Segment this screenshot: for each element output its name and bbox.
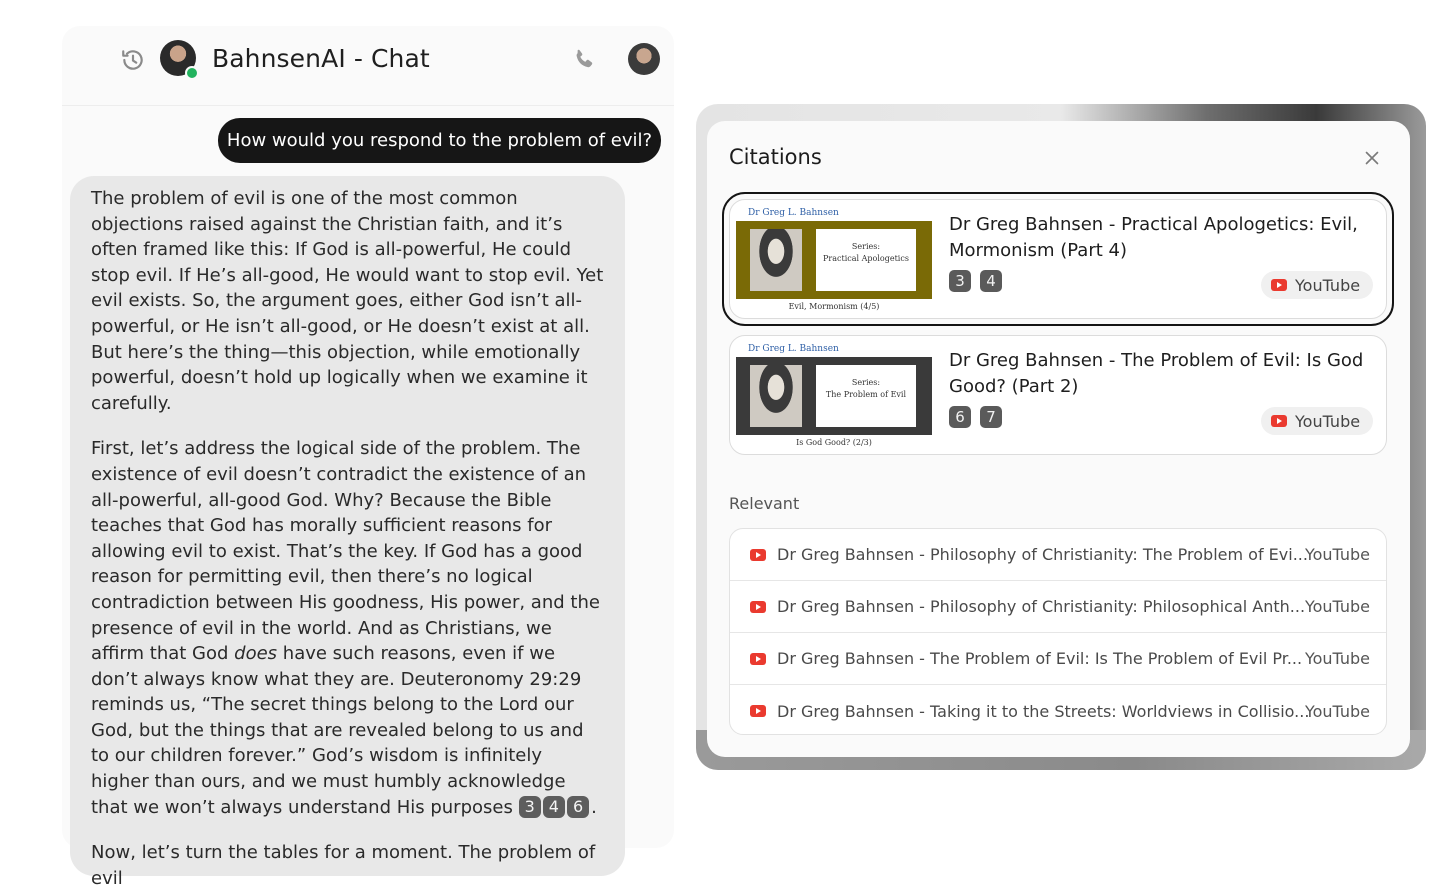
source-card[interactable] — [729, 335, 1387, 455]
source-title: Dr Greg Bahnsen - Practical Apologetics: Evil, Mormonism (Part 4) — [949, 214, 1358, 261]
reference-chip[interactable]: 4 — [980, 270, 1002, 292]
reference-chips — [949, 406, 1002, 428]
reference-chips — [949, 270, 1002, 292]
youtube-link-button[interactable] — [1261, 407, 1373, 435]
chat-title: BahnsenAI - Chat — [212, 44, 430, 73]
reference-chip[interactable]: 6 — [949, 406, 971, 428]
relevant-item[interactable] — [730, 529, 1386, 581]
citation-chip[interactable]: 4 — [543, 796, 565, 818]
youtube-icon — [1271, 415, 1287, 427]
youtube-icon — [1271, 279, 1287, 291]
thumbnail-series-label: Series: — [851, 242, 881, 251]
relevant-item[interactable] — [730, 685, 1386, 737]
user-message-bubble: How would you respond to the problem of evil? — [218, 118, 661, 163]
user-avatar[interactable] — [628, 43, 660, 75]
response-text: have such reasons, even if we don’t always know what they are. Deuteronomy 29:29 reminds us, “The secret things belong to the Lord our God, but the things that are revealed belong to us and to our children forever.” God’s wisdom is infinitely higher than ours, and we must humbly acknowledge that we won’t always understand His purposes — [91, 643, 584, 818]
thumbnail-band — [736, 221, 932, 299]
relevant-item-source: YouTube — [1304, 545, 1370, 564]
history-icon[interactable] — [120, 47, 146, 73]
response-emphasis: does — [234, 643, 278, 665]
youtube-link-button[interactable] — [1261, 271, 1373, 299]
relevant-item-source: YouTube — [1304, 597, 1370, 616]
chat-header — [62, 26, 674, 106]
close-icon[interactable] — [1361, 147, 1383, 169]
source-platform-label: YouTube — [1295, 275, 1361, 295]
source-title: Dr Greg Bahnsen - The Problem of Evil: Is God Good? (Part 2) — [949, 350, 1364, 397]
response-text: . — [591, 796, 597, 818]
thumbnail-author: Dr Greg L. Bahnsen — [748, 208, 839, 218]
youtube-icon — [750, 549, 766, 561]
response-paragraph-2 — [91, 436, 605, 820]
response-text: First, let’s address the logical side of the problem. The existence of evil doesn’t contradict the existence of an all-powerful, all-good God. Why? Because the Bible teaches that God has morally sufficient reasons for allowing evil to exist. That’s the key. If God has a good reason for permitting evil, then there’s no logical contradiction between His goodness, His power, and the presence of evil in the world. And as Christians, we affirm that God — [91, 438, 600, 665]
source-platform-label: YouTube — [1295, 411, 1361, 431]
source-card[interactable] — [729, 199, 1387, 319]
thumbnail-series-name: Practical Apologetics — [823, 254, 909, 263]
youtube-icon — [750, 601, 766, 613]
relevant-item-source: YouTube — [1304, 701, 1370, 721]
relevant-item-title: Dr Greg Bahnsen - Philosophy of Christianity: Philosophical Anth... — [777, 597, 1306, 616]
reference-chip[interactable]: 3 — [949, 270, 971, 292]
modal-title: Citations — [729, 145, 822, 169]
thumbnail-portrait — [750, 229, 802, 291]
relevant-item-source: YouTube — [1304, 649, 1370, 668]
youtube-icon — [750, 705, 766, 717]
thumbnail-series-name: The Problem of Evil — [825, 390, 907, 399]
online-status-dot — [185, 66, 199, 80]
thumbnail-caption: Evil, Mormonism (4/5) — [788, 302, 880, 311]
response-paragraph-1: The problem of evil is one of the most common objections raised against the Christian faith, and it’s often framed like this: If God is all-powerful, He could stop evil. If He’s all-good, He would want to stop evil. Yet evil exists. So, the argument goes, either God isn’t all-powerful, or He isn’t all-good, or He doesn’t exist at all. But here’s the thing—this objection, while emotionally powerful, doesn’t hold up logically when we examine it carefully. — [91, 188, 604, 414]
relevant-item[interactable] — [730, 633, 1386, 685]
thumbnail-portrait — [750, 365, 802, 427]
bot-avatar — [160, 40, 198, 78]
relevant-list — [729, 528, 1387, 735]
citation-chip[interactable]: 3 — [519, 796, 541, 818]
thumbnail-author: Dr Greg L. Bahnsen — [748, 344, 839, 354]
response-paragraph-3: Now, let’s turn the tables for a moment. The problem of evil — [91, 842, 596, 889]
relevant-item-title: Dr Greg Bahnsen - Philosophy of Christianity: The Problem of Evi... — [777, 545, 1308, 564]
youtube-icon — [750, 653, 766, 665]
relevant-item-title: Dr Greg Bahnsen - The Problem of Evil: Is The Problem of Evil Pr... — [777, 649, 1303, 668]
reference-chip[interactable]: 7 — [980, 406, 1002, 428]
thumbnail-caption: Is God Good? (2/3) — [796, 438, 872, 447]
thumbnail-series-label: Series: — [851, 378, 881, 387]
relevant-section-label: Relevant — [729, 494, 800, 513]
phone-icon[interactable] — [570, 46, 598, 74]
video-thumbnail — [736, 206, 932, 314]
chat-panel — [62, 26, 674, 889]
video-thumbnail — [736, 342, 932, 450]
relevant-item-title: Dr Greg Bahnsen - Taking it to the Streets: Worldviews in Collisio... — [777, 701, 1310, 721]
thumbnail-band — [736, 357, 932, 435]
relevant-item[interactable] — [730, 581, 1386, 633]
citations-modal — [707, 121, 1410, 757]
thumbnail-series — [816, 229, 916, 291]
assistant-message-bubble — [70, 176, 625, 889]
thumbnail-series — [816, 365, 916, 427]
citation-chip[interactable]: 6 — [567, 796, 589, 818]
